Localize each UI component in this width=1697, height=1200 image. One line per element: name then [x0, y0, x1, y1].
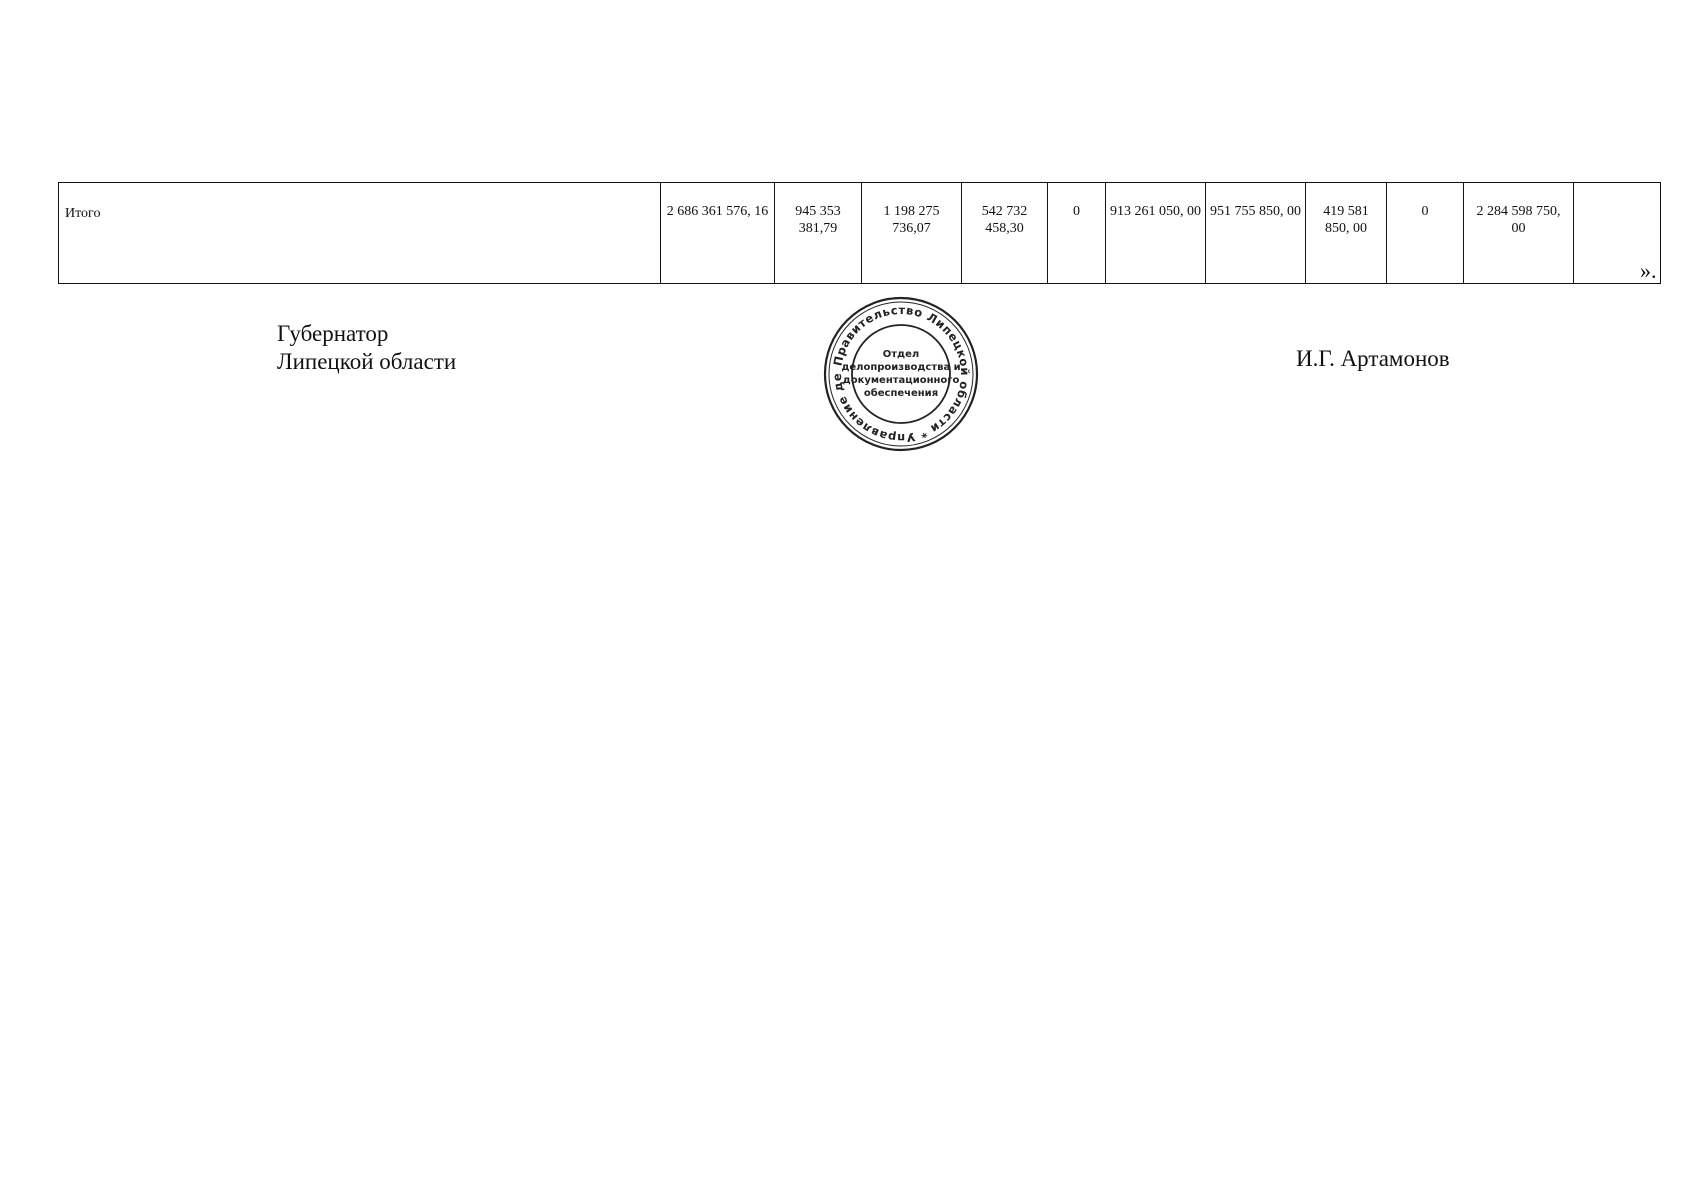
- signer-title-line1: Губернатор: [277, 321, 389, 346]
- table-cell: 2 686 361 576, 16: [661, 183, 775, 284]
- signer-title: [277, 320, 456, 376]
- stamp-inner-line: документационного: [842, 375, 960, 386]
- table-cell: 419 581 850, 00: [1306, 183, 1387, 284]
- stamp-inner-line: Отдел: [882, 349, 920, 360]
- row-label-total: Итого: [59, 183, 661, 284]
- stamp-inner-text: [822, 295, 980, 453]
- stamp-inner-line: обеспечения: [863, 388, 939, 399]
- table-cell: 945 353 381,79: [775, 183, 862, 284]
- official-seal-stamp: [822, 295, 980, 453]
- table-cell: 0: [1048, 183, 1106, 284]
- table-row-total: [59, 183, 1661, 284]
- stamp-inner-line: делопроизводства и: [841, 362, 961, 373]
- signer-name: И.Г. Артамонов: [1296, 346, 1450, 371]
- closing-quote: ».: [1640, 258, 1657, 283]
- table-cell: 542 732 458,30: [962, 183, 1048, 284]
- stamp-outer-text: Правительство Липецкой области * Управление де: [829, 302, 973, 446]
- table-cell: 2 284 598 750, 00: [1464, 183, 1574, 284]
- table-cell: 951 755 850, 00: [1206, 183, 1306, 284]
- table-cell: 0: [1387, 183, 1464, 284]
- totals-table: [58, 182, 1661, 284]
- signer-title-line2: Липецкой области: [277, 349, 457, 374]
- table-cell: 913 261 050, 00: [1106, 183, 1206, 284]
- table-cell: 1 198 275 736,07: [862, 183, 962, 284]
